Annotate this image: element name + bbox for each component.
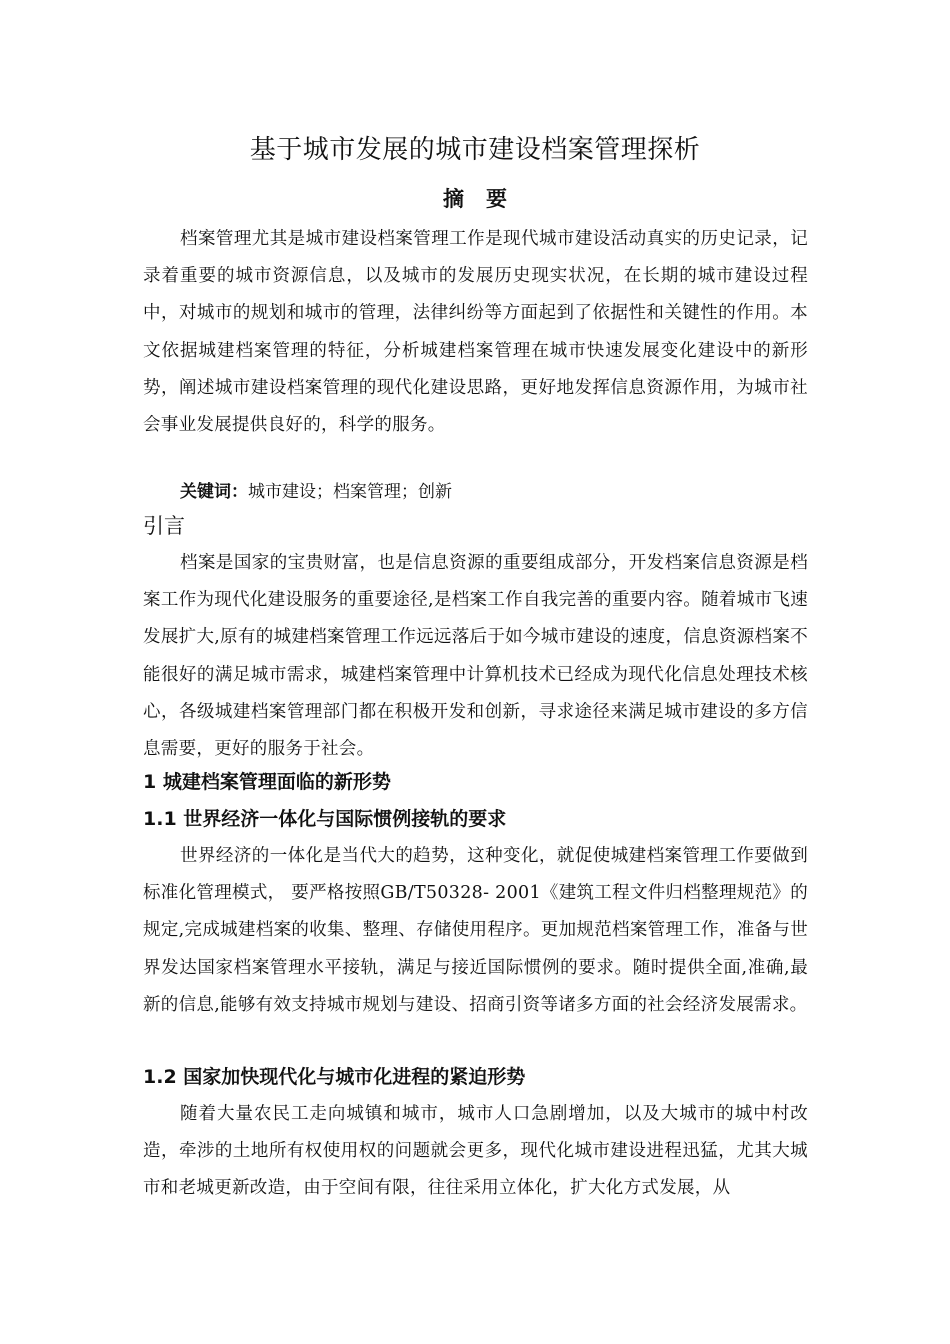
section-1-2-paragraph: 随着大量农民工走向城镇和城市，城市人口急剧增加，以及大城市的城中村改造，牵涉的土地所有权使用权的问题就会更多，现代化城市建设进程迅猛，尤其大城市和老城更新改造，由于空间有限，往往采用立体化，扩大化方式发展，从 — [143, 1104, 808, 1199]
section-1-1-paragraph: 世界经济的一体化是当代大的趋势，这种变化，就促使城建档案管理工作要做到标准化管理模式， 要严格按照GB/T50328- 2001《建筑工程文件归档整理规范》的规定,完成城建档案的收集、整理、存储使用程序。更加规范档案管理工作，准备与世界发达国家档案管理水平接轨，满足与接近国际惯例的要求。随时提供全面,准确,最新的信息,能够有效支持城市规划与建设、招商引资等诸多方面的社会经济发展需求。 — [143, 846, 808, 1015]
keywords-text: 城市建设；档案管理；创新 — [248, 482, 452, 502]
abstract-heading: 摘要 — [443, 187, 529, 211]
paper-title: 基于城市发展的城市建设档案管理探析 — [249, 135, 701, 165]
keywords-label: 关键词： — [180, 482, 248, 502]
intro-paragraph: 档案是国家的宝贵财富，也是信息资源的重要组成部分，开发档案信息资源是档案工作为现代化建设服务的重要途径,是档案工作自我完善的重要内容。随着城市飞速发展扩大,原有的城建档案管理工作远远落后于如今城市建设的速度，信息资源档案不能很好的满足城市需求，城建档案管理中计算机技术已经成为现代化信息处理技术核心，各级城建档案管理部门都在积极开发和创新，寻求途径来满足城市建设的多方信息需要，更好的服务于社会。 — [143, 553, 808, 760]
intro-heading: 引言 — [143, 514, 185, 538]
section-1-1-heading: 1.1 世界经济一体化与国际惯例接轨的要求 — [143, 808, 507, 830]
abstract-paragraph: 档案管理尤其是城市建设档案管理工作是现代城市建设活动真实的历史记录，记录着重要的城市资源信息，以及城市的发展历史现实状况，在长期的城市建设过程中，对城市的规划和城市的管理，法律纠纷等方面起到了依据性和关键性的作用。本文依据城建档案管理的特征，分析城建档案管理在城市快速发展变化建设中的新形势，阐述城市建设档案管理的现代化建设思路，更好地发挥信息资源作用，为城市社会事业发展提供良好的，科学的服务。 — [143, 229, 808, 436]
section-1-2-heading: 1.2 国家加快现代化与城市化进程的紧迫形势 — [143, 1066, 526, 1088]
keywords-line — [180, 478, 452, 506]
section-1-heading: 1 城建档案管理面临的新形势 — [143, 771, 391, 793]
